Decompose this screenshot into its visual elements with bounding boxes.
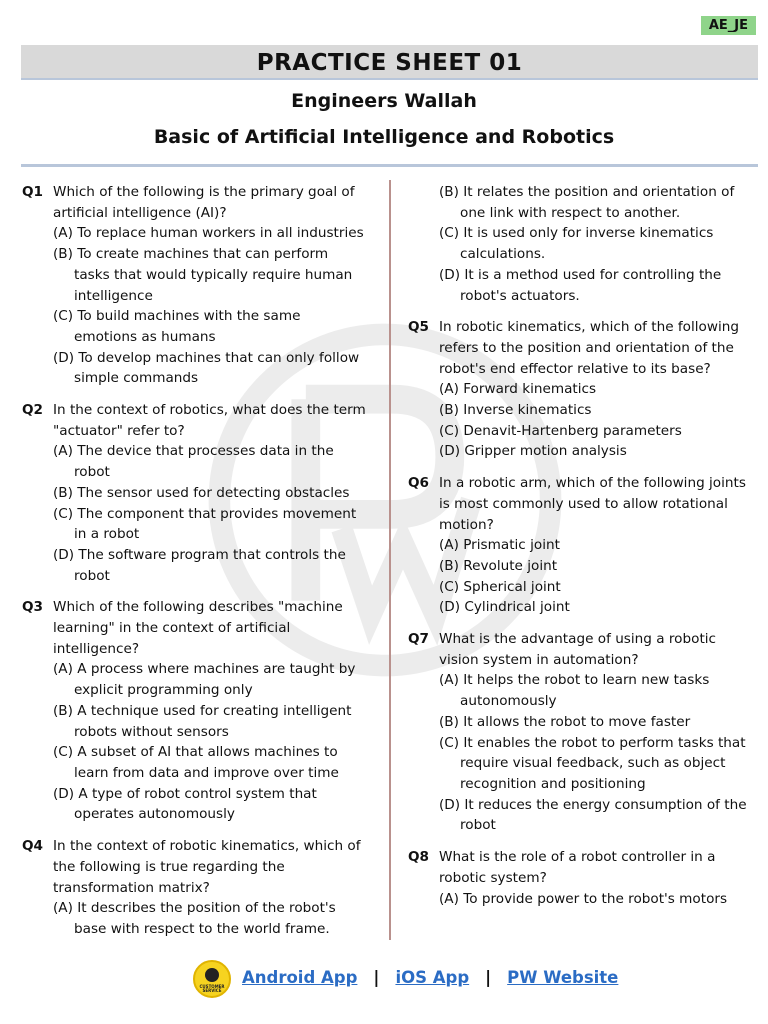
- exam-tag: AE_JE: [701, 16, 756, 35]
- answer-option: (C) The component that provides movement in a robot: [53, 505, 357, 543]
- question-text: In the context of robotic kinematics, which of the following is true regarding the transformation matrix?: [53, 838, 361, 896]
- question-number: Q2: [22, 402, 44, 419]
- question-number: Q6: [408, 475, 430, 492]
- answer-option: (C) Denavit-Hartenberg parameters: [439, 422, 682, 439]
- column-divider: [389, 180, 391, 940]
- question-q5: [408, 317, 753, 462]
- answer-option: (A) It describes the position of the robot's base with respect to the world frame.: [53, 900, 336, 937]
- answer-option: (C) Spherical joint: [439, 578, 561, 595]
- question-q4-continued: [408, 182, 753, 306]
- footer: [0, 960, 768, 1000]
- question-q7: [408, 629, 753, 836]
- question-text: In the context of robotics, what does the term "actuator" refer to?: [53, 402, 366, 439]
- left-column: [22, 182, 367, 951]
- answer-option: (A) Prismatic joint: [439, 537, 560, 554]
- question-text: What is the advantage of using a robotic vision system in automation?: [439, 631, 717, 668]
- question-number: Q8: [408, 849, 430, 866]
- answer-option: (A) A process where machines are taught by explicit programming only: [53, 661, 356, 699]
- answer-option: (A) Forward kinematics: [439, 381, 597, 398]
- question-number: Q7: [408, 631, 430, 648]
- answer-option: (B) A technique used for creating intelligent robots without sensors: [53, 702, 352, 740]
- subject-title: Basic of Artificial Intelligence and Robotics: [153, 126, 615, 148]
- answer-option: (B) To create machines that can perform tasks that would typically require human intelligence: [53, 246, 353, 304]
- answer-option: (B) The sensor used for detecting obstacles: [53, 484, 350, 501]
- answer-option: (B) It relates the position and orientation of one link with respect to another.: [439, 184, 735, 221]
- ios-app-link[interactable]: iOS App: [395, 968, 470, 987]
- question-number: Q4: [22, 838, 44, 855]
- answer-option: (D) It is a method used for controlling the robot's actuators.: [439, 266, 722, 304]
- question-number: Q3: [22, 599, 44, 616]
- answer-option: (B) It allows the robot to move faster: [439, 713, 691, 730]
- question-q2: [22, 400, 367, 586]
- question-number: Q5: [408, 319, 430, 336]
- right-column: [408, 182, 753, 920]
- answer-option: (A) It helps the robot to learn new tasks autonomously: [439, 672, 710, 710]
- question-q4: [22, 836, 367, 940]
- answer-option: (A) To provide power to the robot's motors: [439, 890, 728, 907]
- answer-option: (B) Revolute joint: [439, 557, 558, 574]
- answer-option: (D) Gripper motion analysis: [439, 443, 627, 460]
- header-rule: [21, 164, 758, 167]
- answer-option: (A) The device that processes data in the robot: [53, 443, 334, 481]
- question-number: Q1: [22, 184, 44, 200]
- answer-option: (D) It reduces the energy consumption of the robot: [439, 796, 747, 834]
- question-q1: [22, 182, 367, 389]
- answer-option: (D) To develop machines that can only follow simple commands: [53, 349, 360, 387]
- answer-option: (D) The software program that controls the robot: [53, 546, 346, 584]
- answer-option: (C) It enables the robot to perform tasks that require visual feedback, such as object recognition and positioning: [439, 734, 746, 792]
- customer-service-logo-icon: CUSTOMER SERVICE: [193, 960, 231, 998]
- question-text: In a robotic arm, which of the following joints is most commonly used to allow rotational motion?: [439, 475, 746, 533]
- question-text: What is the role of a robot controller in a robotic system?: [439, 849, 716, 886]
- footer-links: [242, 968, 618, 987]
- org-name: Engineers Wallah: [291, 90, 477, 112]
- question-q6: [408, 473, 753, 618]
- question-q8: [408, 847, 753, 909]
- answer-option: (D) A type of robot control system that operates autonomously: [53, 785, 317, 823]
- answer-option: (B) Inverse kinematics: [439, 402, 592, 419]
- answer-option: (A) To replace human workers in all industries: [53, 225, 364, 242]
- link-separator: |: [485, 968, 492, 987]
- sheet-title: PRACTICE SHEET 01: [21, 45, 758, 80]
- answer-option: (C) A subset of AI that allows machines to learn from data and improve over time: [53, 744, 339, 781]
- question-text: In robotic kinematics, which of the following refers to the position and orientation of the robot's end effector relative to its base?: [439, 319, 739, 377]
- answer-option: (C) It is used only for inverse kinematics calculations.: [439, 225, 714, 263]
- question-q3: [22, 597, 367, 825]
- pw-website-link[interactable]: PW Website: [507, 968, 619, 987]
- answer-option: (C) To build machines with the same emotions as humans: [53, 308, 301, 345]
- link-separator: |: [373, 968, 380, 987]
- android-app-link[interactable]: Android App: [242, 968, 358, 987]
- question-text: Which of the following describes "machine learning" in the context of artificial intelligence?: [53, 599, 343, 657]
- question-text: Which of the following is the primary goal of artificial intelligence (AI)?: [53, 184, 355, 221]
- answer-option: (D) Cylindrical joint: [439, 599, 570, 616]
